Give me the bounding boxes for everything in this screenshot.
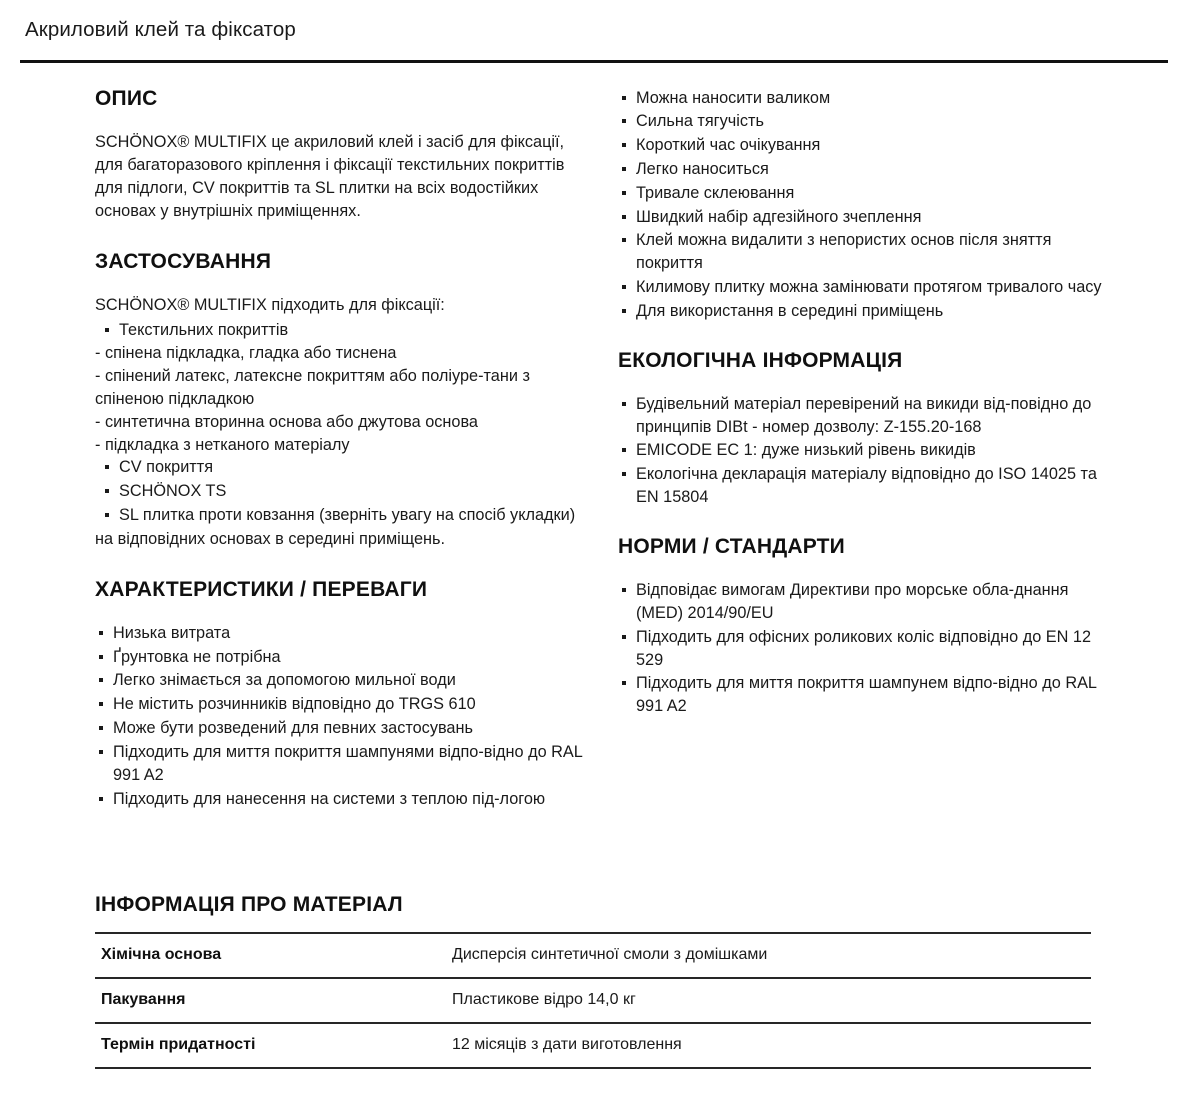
application-dash-line: - синтетична вторинна основа або джутова основа <box>95 412 478 431</box>
description-paragraph: SCHÖNOX® MULTIFIX це акриловий клей і засіб для фіксації, для багаторазового кріплення і фіксації текстильних покриттів для підлоги, CV покриттів та SL плитки на всіх водостійких основах у внутрішніх приміщеннях. <box>95 132 565 221</box>
list-item: Для використання в середині приміщень <box>618 300 1118 323</box>
section-standards <box>618 535 1118 718</box>
application-list <box>95 319 588 342</box>
list-item: Короткий час очікування <box>618 134 1118 157</box>
section-features-continued <box>618 87 1118 323</box>
application-dash-line: - спінена підкладка, гладка або тиснена <box>95 344 397 363</box>
application-list-2 <box>95 456 588 526</box>
table-row-value: Пластикове відро 14,0 кг <box>452 990 636 1008</box>
ecological-list <box>618 393 1118 509</box>
document-body <box>0 63 1188 812</box>
list-item: Підходить для миття покриття шампунем відпо-відно до RAL 991 A2 <box>618 672 1118 718</box>
list-item: SL плитка проти ковзання (зверніть увагу на спосіб укладки) <box>101 504 588 527</box>
list-item: CV покриття <box>101 456 588 479</box>
application-heading: ЗАСТОСУВАННЯ <box>95 250 272 274</box>
list-item: EMICODE EC 1: дуже низький рівень викидів <box>618 439 1118 462</box>
list-item: Ґрунтовка не потрібна <box>95 646 588 669</box>
table-row-label: Термін придатності <box>101 1035 256 1053</box>
application-closing: на відповідних основах в середині приміщень. <box>95 529 446 548</box>
list-item: SCHÖNOX TS <box>101 480 588 503</box>
table-row <box>95 933 1091 978</box>
table-row-value: Дисперсія синтетичної смоли з домішками <box>452 946 768 964</box>
list-item: Не містить розчинників відповідно до TRGS 610 <box>95 693 588 716</box>
document-header <box>0 0 1188 43</box>
material-info-table <box>95 932 1091 1068</box>
standards-heading: НОРМИ / СТАНДАРТИ <box>618 534 845 558</box>
application-lead: SCHÖNOX® MULTIFIX підходить для фіксації: <box>95 296 445 315</box>
list-item: Тривале склеювання <box>618 182 1118 205</box>
section-application <box>95 250 588 550</box>
material-info-block <box>0 893 1188 1069</box>
list-item: Будівельний матеріал перевірений на викиди від-повідно до принципів DIBt - номер дозволу: Z-155.20-168 <box>618 393 1118 439</box>
table-row <box>95 1023 1091 1068</box>
list-item: Екологічна декларація матеріалу відповідно до ISO 14025 та EN 15804 <box>618 463 1118 509</box>
section-features <box>95 578 588 811</box>
material-info-heading: ІНФОРМАЦІЯ ПРО МАТЕРІАЛ <box>95 893 403 916</box>
table-row-label: Пакування <box>101 990 186 1008</box>
list-item: Підходить для нанесення на системи з теплою під-логою <box>95 788 588 811</box>
application-dash-line: - спінений латекс, латексне покриттям або поліуре-тани з спіненою підкладкою <box>95 367 530 409</box>
list-item: Текстильних покриттів <box>101 319 588 342</box>
standards-list <box>618 579 1118 718</box>
list-item: Клей можна видалити з непористих основ після зняття покриття <box>618 229 1118 275</box>
page-title: Акриловий клей та фіксатор <box>25 18 296 41</box>
ecological-heading: ЕКОЛОГІЧНА ІНФОРМАЦІЯ <box>618 348 903 372</box>
left-column <box>0 87 604 812</box>
table-row-label: Хімічна основа <box>101 946 222 964</box>
features-continued-list <box>618 87 1118 323</box>
list-item: Низька витрата <box>95 622 588 645</box>
features-list <box>95 622 588 811</box>
list-item: Підходить для офісних роликових коліс відповідно до EN 12 529 <box>618 626 1118 672</box>
features-heading: ХАРАКТЕРИСТИКИ / ПЕРЕВАГИ <box>95 577 428 601</box>
list-item: Відповідає вимогам Директиви про морське обла-днання (MED) 2014/90/EU <box>618 579 1118 625</box>
list-item: Підходить для миття покриття шампунями відпо-відно до RAL 991 A2 <box>95 741 588 787</box>
list-item: Килимову плитку можна замінювати протягом тривалого часу <box>618 276 1118 299</box>
description-heading: ОПИС <box>95 86 158 110</box>
list-item: Легко наноситься <box>618 158 1118 181</box>
section-ecological <box>618 349 1118 509</box>
list-item: Можна наносити валиком <box>618 87 1118 110</box>
list-item: Швидкий набір адгезійного зчеплення <box>618 206 1118 229</box>
application-dash-line: - підкладка з нетканого матеріалу <box>95 435 350 454</box>
table-row-value: 12 місяців з дати виготовлення <box>452 1035 682 1053</box>
right-column <box>604 87 1188 719</box>
table-row <box>95 978 1091 1023</box>
section-description <box>95 87 588 224</box>
list-item: Легко знімається за допомогою мильної води <box>95 669 588 692</box>
list-item: Може бути розведений для певних застосувань <box>95 717 588 740</box>
list-item: Сильна тягучість <box>618 110 1118 133</box>
